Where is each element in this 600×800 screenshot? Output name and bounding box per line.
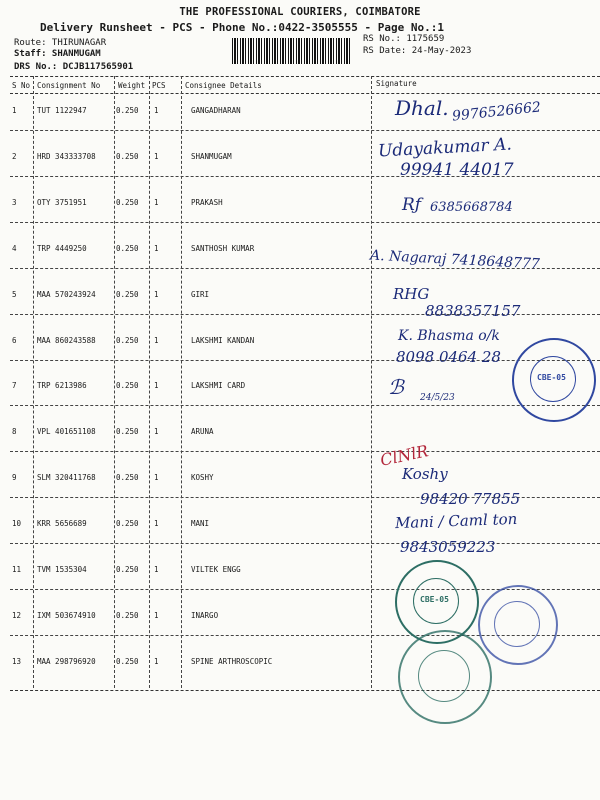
table-bottom-rule bbox=[10, 690, 600, 691]
signature-6: K. Bhasma o/k bbox=[398, 328, 500, 344]
signature-9: Koshy bbox=[402, 465, 448, 483]
row-divider bbox=[10, 405, 600, 406]
cell-consignment: MAA 570243924 bbox=[37, 289, 96, 299]
signature-2: Udayakumar A. bbox=[377, 134, 513, 162]
cell-weight: 0.250 bbox=[116, 610, 139, 620]
cell-consignment: IXM 503674910 bbox=[37, 610, 96, 620]
table-row bbox=[0, 417, 600, 463]
runsheet-subtitle: Delivery Runsheet - PCS - Phone No.:0422-3505555 - Page No.:1 bbox=[40, 21, 444, 34]
cell-consignee: LAKSHMI CARD bbox=[191, 381, 246, 391]
cell-consignment: VPL 401651108 bbox=[37, 427, 96, 437]
cell-pcs: 1 bbox=[154, 197, 159, 207]
date-7: 24/5/23 bbox=[420, 393, 455, 403]
row-divider bbox=[10, 360, 600, 361]
cell-consignee: PRAKASH bbox=[191, 197, 223, 207]
cell-weight: 0.250 bbox=[116, 151, 139, 161]
cell-sno: 3 bbox=[12, 197, 17, 207]
cell-pcs: 1 bbox=[154, 519, 159, 529]
cell-pcs: 1 bbox=[154, 335, 159, 345]
cell-weight: 0.250 bbox=[116, 381, 139, 391]
cell-weight: 0.250 bbox=[116, 243, 139, 253]
cell-weight: 0.250 bbox=[116, 519, 139, 529]
cell-consignee: GANGADHARAN bbox=[191, 106, 241, 115]
staff-label: Staff: SHANMUGAM bbox=[14, 49, 101, 59]
cell-consignee: GIRI bbox=[191, 289, 210, 299]
cell-consignee: MANI bbox=[191, 519, 210, 529]
col-consignee: Consignee Details bbox=[185, 81, 262, 90]
cell-sno: 8 bbox=[12, 427, 17, 437]
company-seal-stamp bbox=[512, 338, 596, 422]
rs-date: RS Date: 24-May-2023 bbox=[363, 46, 472, 56]
cell-consignee: SPINE ARTHROSCOPIC bbox=[191, 656, 273, 666]
cell-consignment: TRP 4449250 bbox=[37, 243, 87, 253]
cell-sno: 9 bbox=[12, 473, 17, 483]
company-title: THE PROFESSIONAL COURIERS, COIMBATORE bbox=[179, 6, 421, 18]
cell-weight: 0.250 bbox=[116, 565, 139, 574]
cell-consignee: KOSHY bbox=[191, 473, 214, 483]
cell-pcs: 1 bbox=[154, 243, 159, 253]
cell-weight: 0.250 bbox=[116, 197, 139, 207]
cell-weight: 0.250 bbox=[116, 473, 139, 483]
cell-weight: 0.250 bbox=[116, 335, 139, 345]
signature-7-mark: ℬ bbox=[388, 375, 404, 399]
row-divider bbox=[10, 451, 600, 452]
cell-sno: 12 bbox=[12, 610, 22, 620]
cell-consignee: LAKSHMI KANDAN bbox=[191, 335, 255, 345]
drs-number: DRS No.: DCJB117565901 bbox=[14, 62, 134, 72]
cell-consignee: VILTEK ENGG bbox=[191, 565, 241, 574]
cell-consignment: OTY 3751951 bbox=[37, 197, 87, 207]
cell-consignment: HRD 343333708 bbox=[37, 151, 96, 161]
company-seal-stamp bbox=[398, 630, 492, 724]
cell-pcs: 1 bbox=[154, 427, 159, 437]
phone-10: 9843059223 bbox=[400, 538, 496, 556]
cell-sno: 11 bbox=[12, 565, 22, 574]
col-sno: S No bbox=[12, 81, 31, 90]
stamp-label: CBE-05 bbox=[537, 373, 566, 382]
rs-number: RS No.: 1175659 bbox=[363, 34, 445, 44]
col-pcs: PCS bbox=[152, 81, 166, 90]
cell-consignee: ARUNA bbox=[191, 427, 214, 437]
phone-9: 98420 77855 bbox=[420, 490, 521, 508]
cell-consignee: INARGO bbox=[191, 610, 219, 620]
table-row bbox=[0, 371, 600, 417]
phone-5: 8838357157 bbox=[425, 302, 521, 320]
cell-consignment: TUT 1122947 bbox=[37, 106, 87, 115]
col-consignment: Consignment No bbox=[37, 81, 101, 90]
cell-sno: 7 bbox=[12, 381, 17, 391]
cell-weight: 0.250 bbox=[116, 289, 139, 299]
signature-4: A. Nagaraj 7418648777 bbox=[369, 247, 541, 273]
cell-weight: 0.250 bbox=[116, 106, 139, 115]
signature-8: ClNlR bbox=[378, 441, 430, 470]
cell-pcs: 1 bbox=[154, 610, 159, 620]
cell-consignment: TRP 6213986 bbox=[37, 381, 87, 391]
cell-consignment: MAA 298796920 bbox=[37, 656, 96, 666]
phone-6: 8098 0464 28 bbox=[396, 348, 501, 366]
signature-5: RHG bbox=[393, 285, 430, 303]
cell-sno: 6 bbox=[12, 335, 17, 345]
table-header-rule bbox=[10, 93, 600, 94]
phone-2: 99941 44017 bbox=[400, 160, 514, 180]
company-seal-stamp bbox=[478, 585, 558, 665]
cell-pcs: 1 bbox=[154, 565, 159, 574]
cell-sno: 5 bbox=[12, 289, 17, 299]
col-weight: Weight bbox=[118, 81, 146, 90]
signature-3-mark: Rƒ bbox=[402, 195, 422, 215]
phone-3: 6385668784 bbox=[430, 200, 513, 215]
stamp-label: CBE-05 bbox=[420, 595, 449, 604]
cell-sno: 4 bbox=[12, 243, 17, 253]
cell-consignment: MAA 860243588 bbox=[37, 335, 96, 345]
cell-consignment: KRR 5656689 bbox=[37, 519, 87, 529]
table-top-rule bbox=[10, 76, 600, 77]
cell-sno: 1 bbox=[12, 106, 17, 115]
cell-consignee: SHANMUGAM bbox=[191, 151, 232, 161]
cell-pcs: 1 bbox=[154, 151, 159, 161]
table-row bbox=[0, 326, 600, 372]
cell-pcs: 1 bbox=[154, 289, 159, 299]
cell-pcs: 1 bbox=[154, 381, 159, 391]
cell-sno: 13 bbox=[12, 656, 22, 666]
row-divider bbox=[10, 543, 600, 544]
cell-sno: 2 bbox=[12, 151, 17, 161]
cell-consignment: SLM 320411768 bbox=[37, 473, 96, 483]
col-signature: Signature bbox=[376, 79, 417, 88]
row-divider bbox=[10, 222, 600, 223]
cell-weight: 0.250 bbox=[116, 427, 139, 437]
cell-pcs: 1 bbox=[154, 473, 159, 483]
signature-1: Dhal. bbox=[395, 96, 449, 120]
phone-1: 9976526662 bbox=[451, 99, 542, 125]
cell-weight: 0.250 bbox=[116, 656, 139, 666]
cell-pcs: 1 bbox=[154, 656, 159, 666]
cell-consignment: TVM 1535304 bbox=[37, 565, 87, 574]
signature-10: Mani / Caml ton bbox=[394, 509, 518, 533]
cell-sno: 10 bbox=[12, 519, 22, 529]
barcode bbox=[232, 38, 352, 64]
row-divider bbox=[10, 130, 600, 131]
cell-pcs: 1 bbox=[154, 106, 159, 115]
cell-consignee: SANTHOSH KUMAR bbox=[191, 243, 255, 253]
route-label: Route: THIRUNAGAR bbox=[14, 38, 107, 48]
